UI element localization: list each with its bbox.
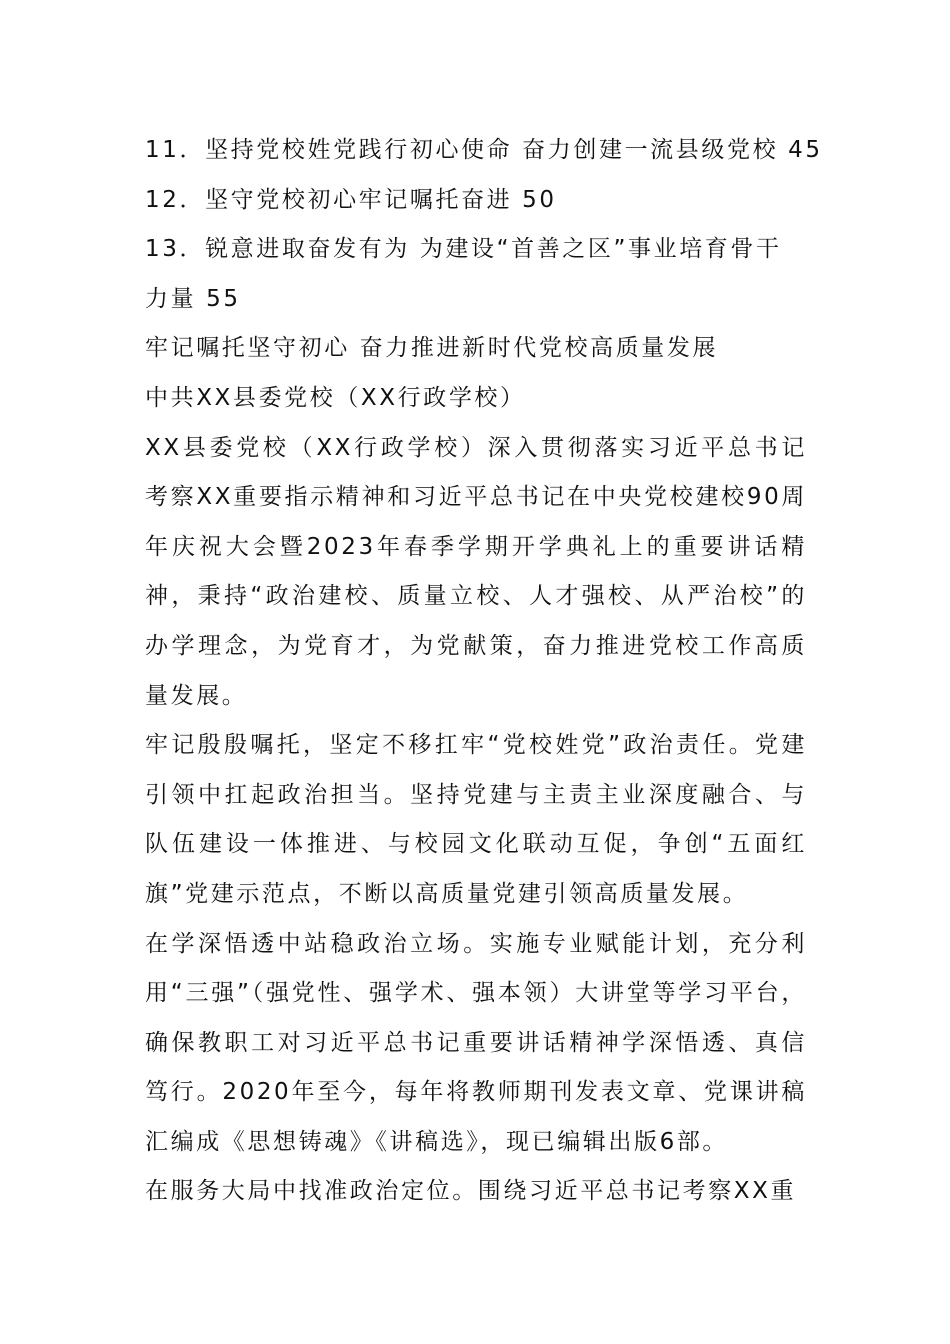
article-author: 中共XX县委党校（XX行政学校）	[145, 384, 526, 411]
toc-entry-13: 13．锐意进取奋发有为 为建设“首善之区”事业培育骨干	[145, 236, 782, 263]
paragraph-party-building: 牢记殷殷嘱托，坚定不移扛牢“党校姓党”政治责任。党建引领中扛起政治担当。坚持党建与主责主业深度融合、与队伍建设一体推进、与校园文化联动互促，争创“五面红旗”党建示范点，不断以高质量党建引领高质量发展。	[145, 732, 807, 907]
paragraph-political-position: 在服务大局中找准政治定位。围绕习近平总书记考察XX重	[145, 1178, 797, 1205]
page-content	[145, 126, 823, 1217]
paragraph-political-stance: 在学深悟透中站稳政治立场。实施专业赋能计划，充分利用“三强”（强党性、强学术、强本领）大讲堂等学习平台，确保教职工对习近平总书记重要讲话精神学深悟透、真信笃行。2020年至今，每年将教师期刊发表文章、党课讲稿汇编成《思想铸魂》《讲稿选》，现已编辑出版6部。	[145, 930, 807, 1155]
toc-entry-12: 12．坚守党校初心牢记嘱托奋进 50	[145, 186, 557, 213]
article-title: 牢记嘱托坚守初心 奋力推进新时代党校高质量发展	[145, 335, 719, 362]
paragraph-intro: XX县委党校（XX行政学校）深入贯彻落实习近平总书记考察XX重要指示精神和习近平总书记在中央党校建校90周年庆祝大会暨2023年春季学期开学典礼上的重要讲话精神，秉持“政治建校、质量立校、人才强校、从严治校”的办学理念，为党育才，为党献策，奋力推进党校工作高质量发展。	[145, 434, 807, 709]
toc-entry-13-continued: 力量 55	[145, 285, 241, 312]
toc-entry-11: 11．坚持党校姓党践行初心使命 奋力创建一流县级党校 45	[145, 137, 823, 163]
